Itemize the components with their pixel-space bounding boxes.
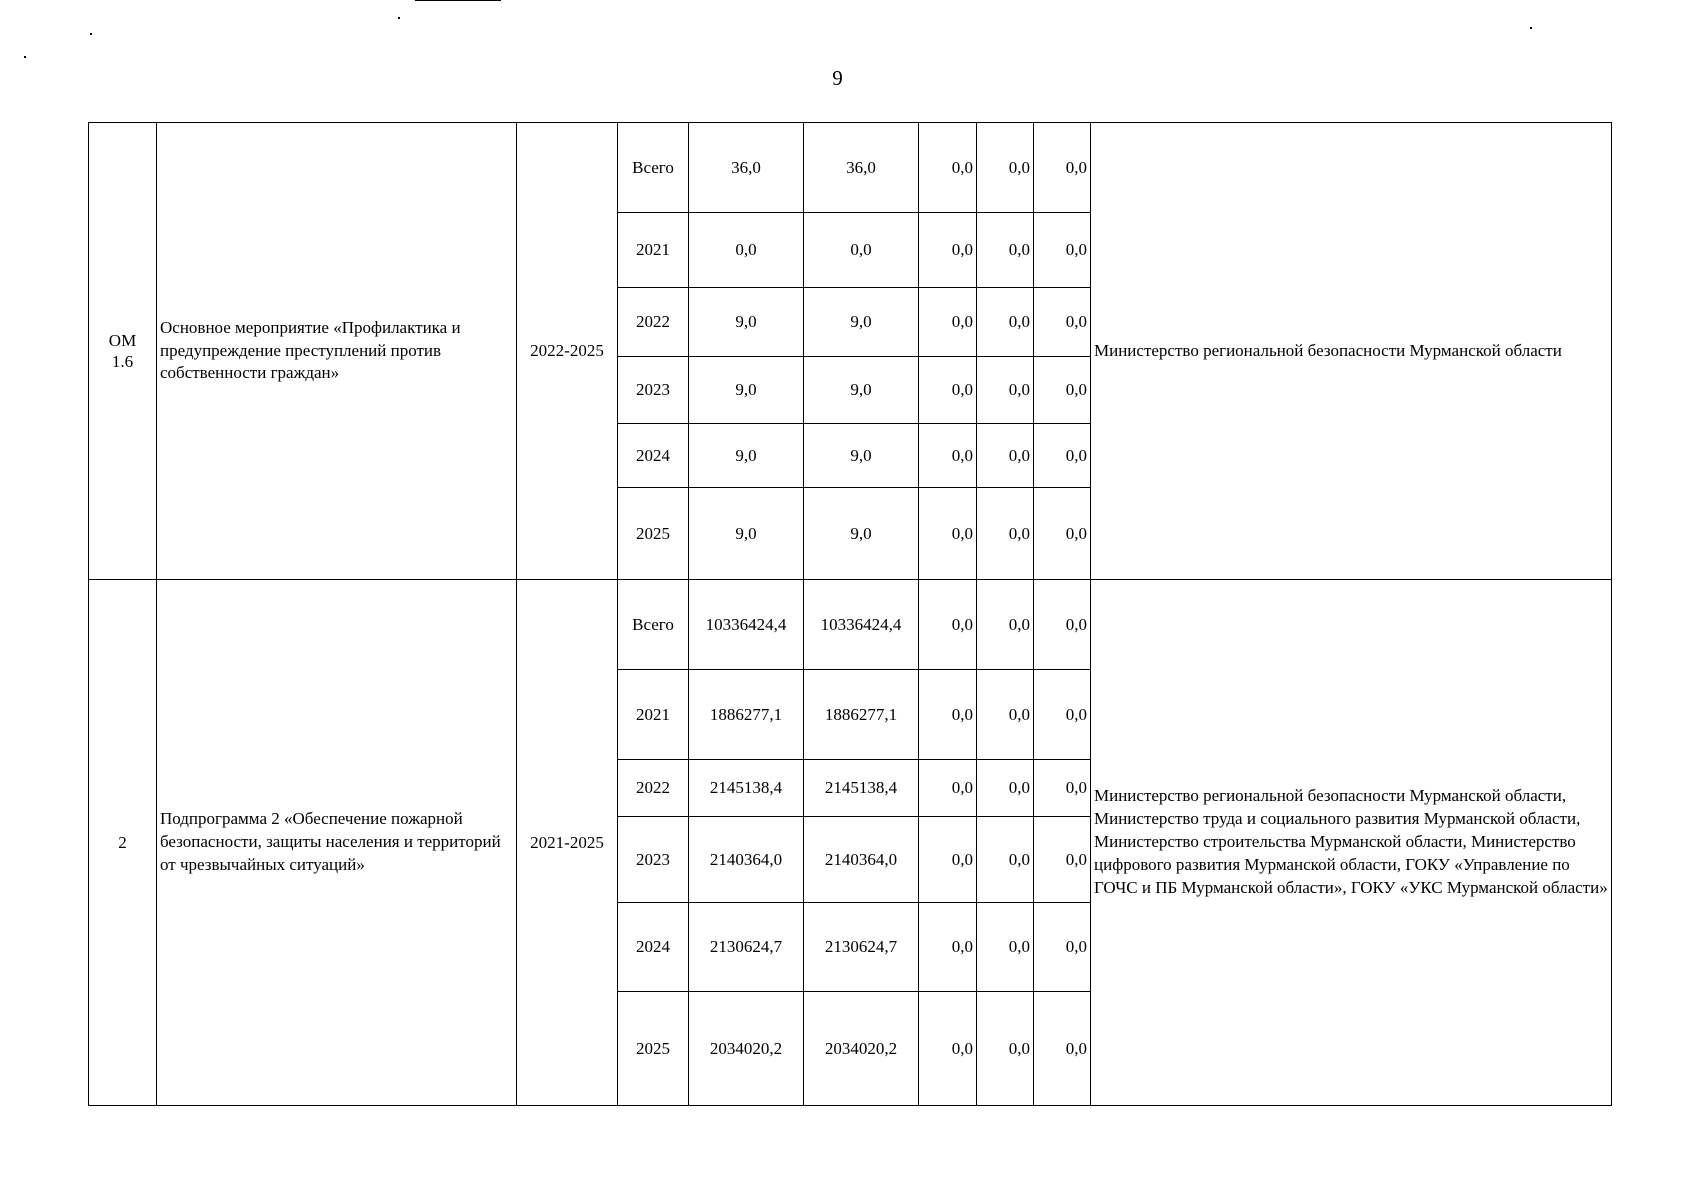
value-local-budget: 0,0 xyxy=(977,488,1034,580)
value-regional-budget: 9,0 xyxy=(804,424,919,488)
value-local-budget: 0,0 xyxy=(977,903,1034,992)
value-total: 36,0 xyxy=(689,123,804,213)
item-name: Основное мероприятие «Профилактика и предупреждение преступлений против собственности граждан» xyxy=(157,123,517,580)
value-other-sources: 0,0 xyxy=(1034,817,1091,903)
table-body xyxy=(89,123,1612,1106)
value-regional-budget: 0,0 xyxy=(804,213,919,288)
value-other-sources: 0,0 xyxy=(1034,580,1091,670)
item-period: 2022-2025 xyxy=(517,123,618,580)
value-total: 2145138,4 xyxy=(689,760,804,817)
year-label: 2021 xyxy=(618,213,689,288)
value-other-sources: 0,0 xyxy=(1034,424,1091,488)
financing-table xyxy=(88,122,1612,1106)
value-total: 2140364,0 xyxy=(689,817,804,903)
value-regional-budget: 2145138,4 xyxy=(804,760,919,817)
value-federal-budget: 0,0 xyxy=(919,288,977,357)
value-regional-budget: 1886277,1 xyxy=(804,670,919,760)
value-other-sources: 0,0 xyxy=(1034,488,1091,580)
value-federal-budget: 0,0 xyxy=(919,760,977,817)
value-regional-budget: 2130624,7 xyxy=(804,903,919,992)
year-label: 2023 xyxy=(618,357,689,424)
value-federal-budget: 0,0 xyxy=(919,670,977,760)
year-label: Всего xyxy=(618,123,689,213)
year-label: Всего xyxy=(618,580,689,670)
value-regional-budget: 9,0 xyxy=(804,357,919,424)
value-other-sources: 0,0 xyxy=(1034,213,1091,288)
value-total: 9,0 xyxy=(689,357,804,424)
year-label: 2022 xyxy=(618,760,689,817)
value-total: 2130624,7 xyxy=(689,903,804,992)
value-local-budget: 0,0 xyxy=(977,357,1034,424)
value-federal-budget: 0,0 xyxy=(919,357,977,424)
value-local-budget: 0,0 xyxy=(977,288,1034,357)
value-total: 2034020,2 xyxy=(689,992,804,1106)
value-other-sources: 0,0 xyxy=(1034,123,1091,213)
year-label: 2025 xyxy=(618,992,689,1106)
value-local-budget: 0,0 xyxy=(977,123,1034,213)
scan-artifact-line xyxy=(415,0,501,1)
value-local-budget: 0,0 xyxy=(977,992,1034,1106)
value-federal-budget: 0,0 xyxy=(919,817,977,903)
value-local-budget: 0,0 xyxy=(977,670,1034,760)
value-other-sources: 0,0 xyxy=(1034,992,1091,1106)
value-local-budget: 0,0 xyxy=(977,580,1034,670)
year-label: 2023 xyxy=(618,817,689,903)
page-number: 9 xyxy=(832,66,843,90)
scan-artifact-dot xyxy=(398,17,400,19)
value-local-budget: 0,0 xyxy=(977,424,1034,488)
year-label: 2021 xyxy=(618,670,689,760)
item-period: 2021-2025 xyxy=(517,580,618,1106)
value-regional-budget: 9,0 xyxy=(804,288,919,357)
year-label: 2025 xyxy=(618,488,689,580)
value-total: 1886277,1 xyxy=(689,670,804,760)
year-label: 2024 xyxy=(618,424,689,488)
value-federal-budget: 0,0 xyxy=(919,213,977,288)
value-regional-budget: 36,0 xyxy=(804,123,919,213)
value-regional-budget: 2140364,0 xyxy=(804,817,919,903)
value-federal-budget: 0,0 xyxy=(919,903,977,992)
value-other-sources: 0,0 xyxy=(1034,288,1091,357)
value-federal-budget: 0,0 xyxy=(919,488,977,580)
item-code: 2 xyxy=(89,580,157,1106)
value-federal-budget: 0,0 xyxy=(919,424,977,488)
scan-artifact-dot xyxy=(90,33,92,35)
table-row xyxy=(89,580,1612,670)
value-total: 9,0 xyxy=(689,424,804,488)
value-local-budget: 0,0 xyxy=(977,817,1034,903)
scan-artifact-dot xyxy=(1530,27,1532,29)
item-executor: Министерство региональной безопасности Мурманской области, Министерство труда и социального развития Мурманской области, Министерство строительства Мурманской области, Министерство цифрового развития Мурманской области, ГОКУ «Управление по ГОЧС и ПБ Мурманской области», ГОКУ «УКС Мурманской области» xyxy=(1091,580,1612,1106)
value-other-sources: 0,0 xyxy=(1034,760,1091,817)
value-regional-budget: 10336424,4 xyxy=(804,580,919,670)
value-total: 9,0 xyxy=(689,288,804,357)
value-regional-budget: 2034020,2 xyxy=(804,992,919,1106)
value-federal-budget: 0,0 xyxy=(919,580,977,670)
value-other-sources: 0,0 xyxy=(1034,903,1091,992)
year-label: 2024 xyxy=(618,903,689,992)
value-other-sources: 0,0 xyxy=(1034,670,1091,760)
value-regional-budget: 9,0 xyxy=(804,488,919,580)
value-local-budget: 0,0 xyxy=(977,760,1034,817)
value-federal-budget: 0,0 xyxy=(919,123,977,213)
value-total: 0,0 xyxy=(689,213,804,288)
item-code: ОМ 1.6 xyxy=(89,123,157,580)
value-federal-budget: 0,0 xyxy=(919,992,977,1106)
value-total: 10336424,4 xyxy=(689,580,804,670)
table-row xyxy=(89,123,1612,213)
year-label: 2022 xyxy=(618,288,689,357)
item-executor: Министерство региональной безопасности Мурманской области xyxy=(1091,123,1612,580)
value-local-budget: 0,0 xyxy=(977,213,1034,288)
value-total: 9,0 xyxy=(689,488,804,580)
value-other-sources: 0,0 xyxy=(1034,357,1091,424)
scan-artifact-dot xyxy=(24,56,26,58)
item-name: Подпрограмма 2 «Обеспечение пожарной безопасности, защиты населения и территорий от чрезвычайных ситуаций» xyxy=(157,580,517,1106)
